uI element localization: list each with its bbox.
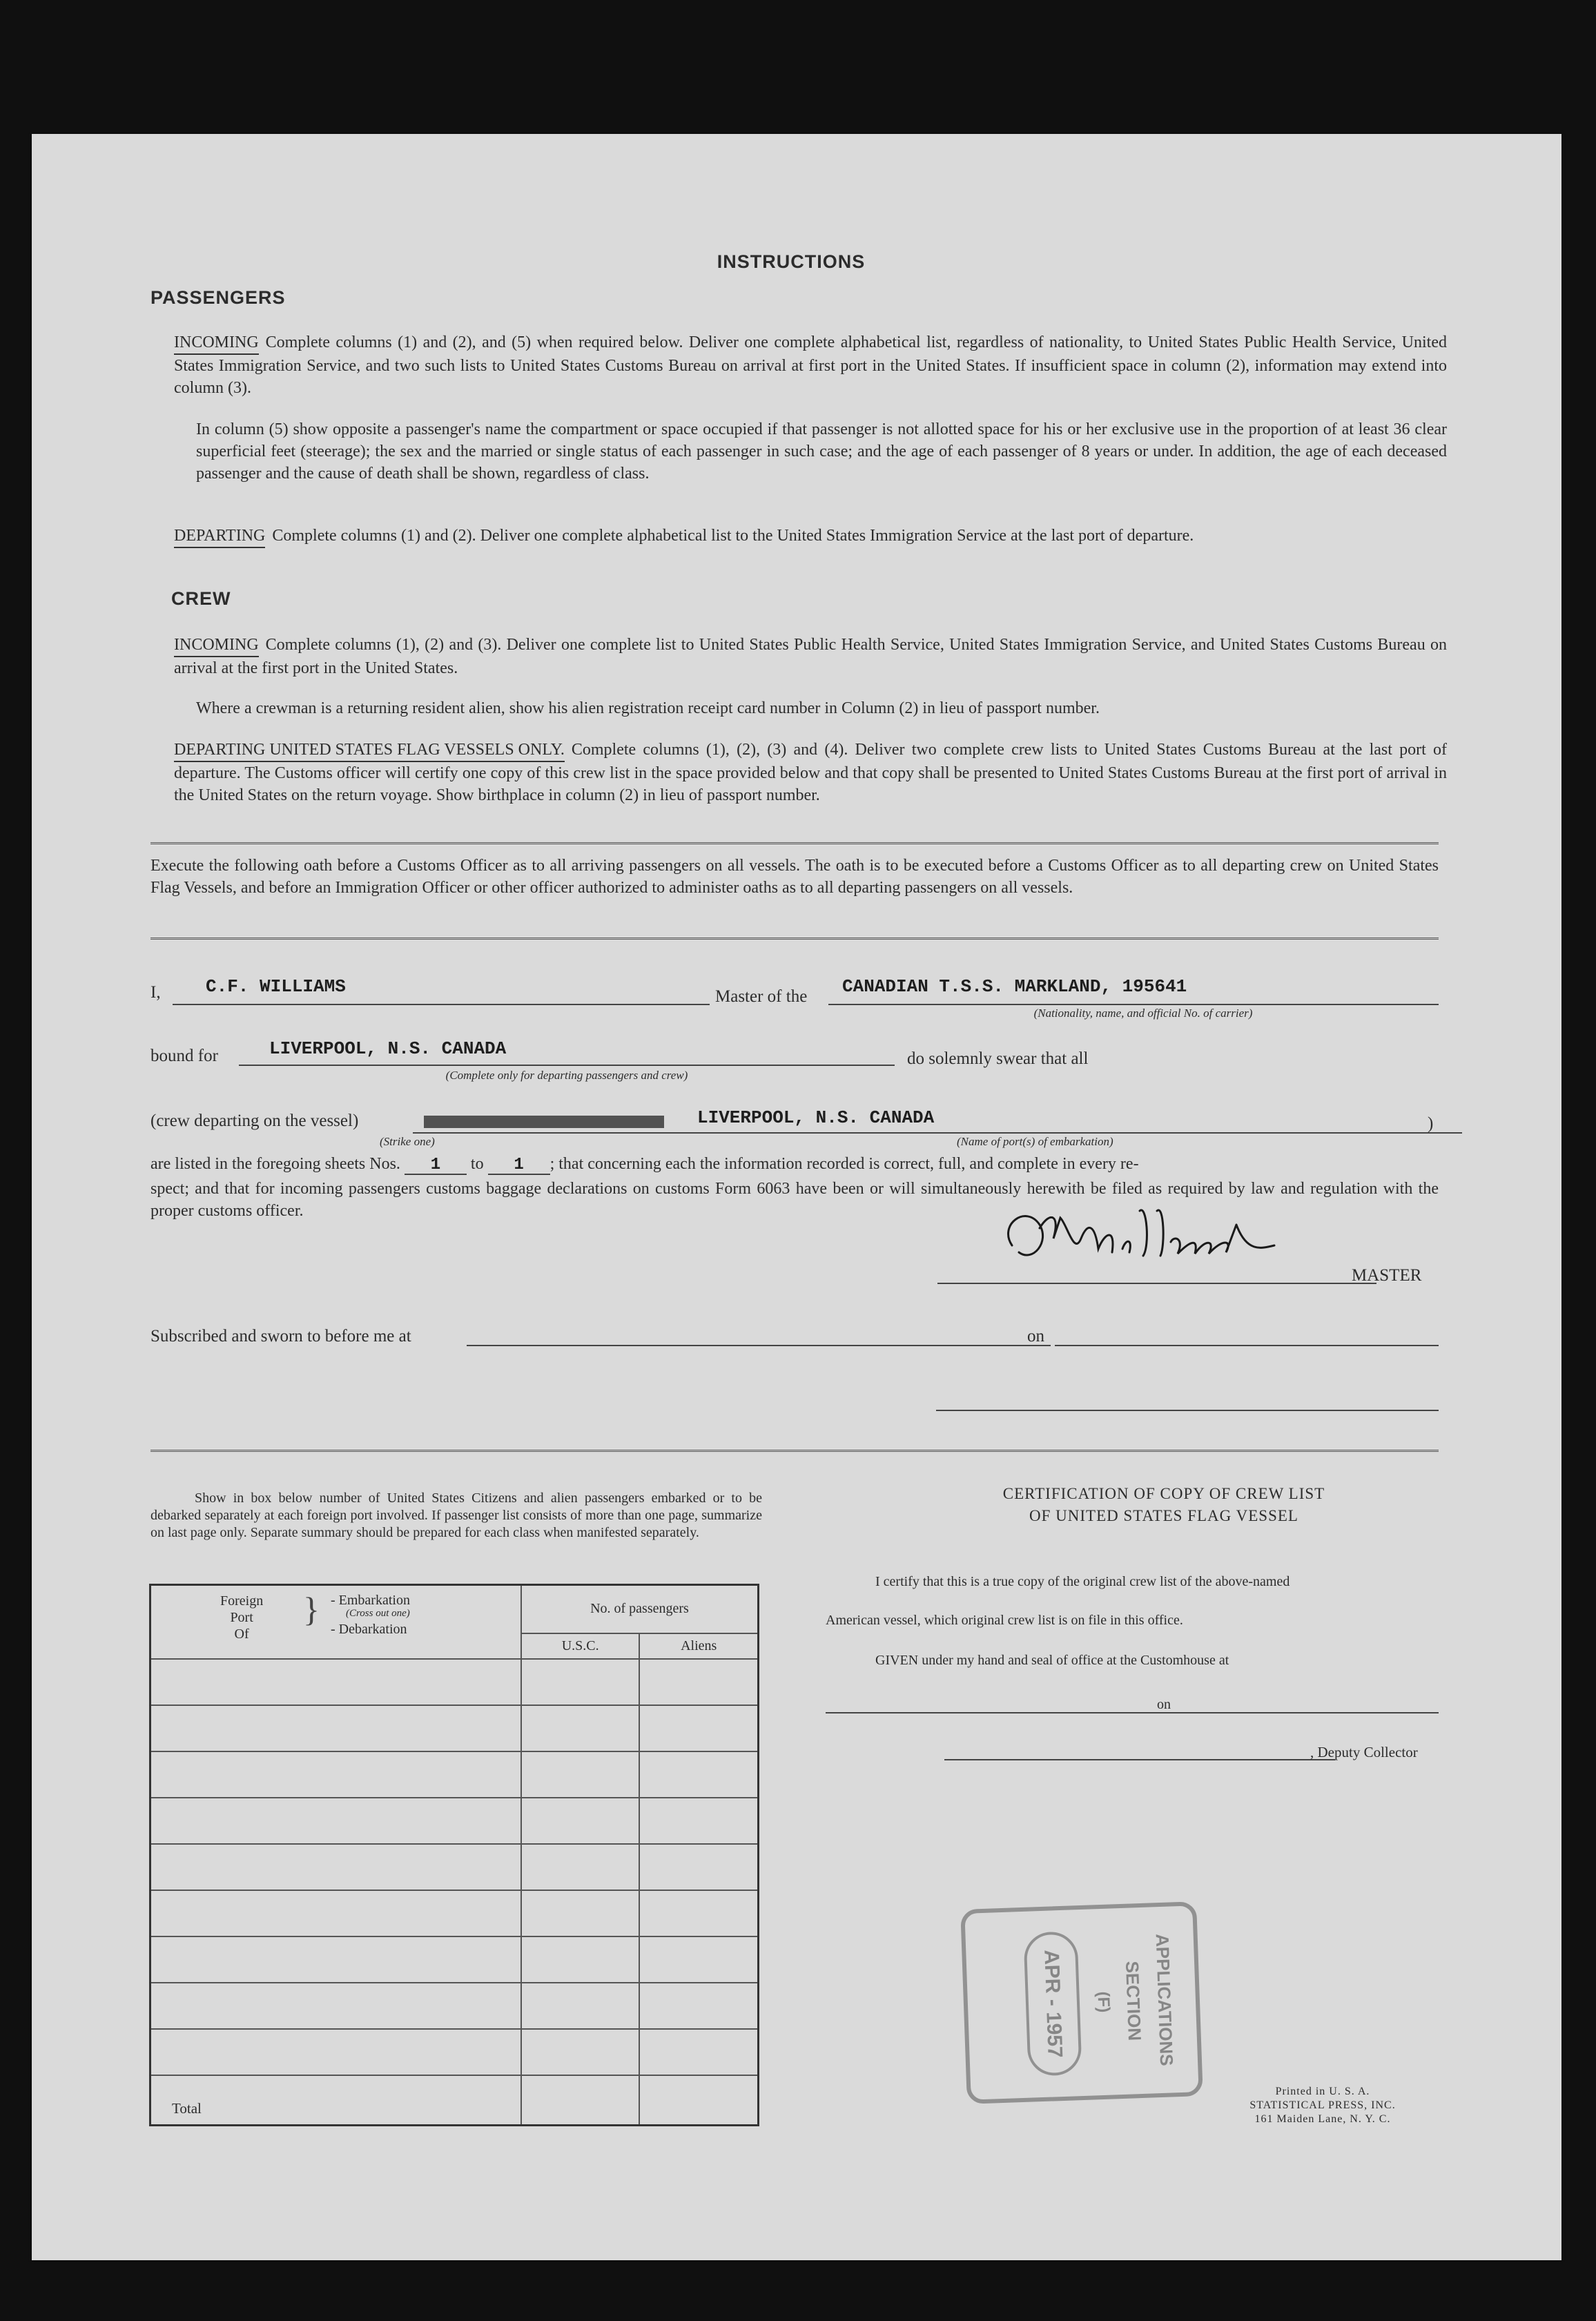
crew-departing-label: DEPARTING UNITED STATES FLAG VESSELS ONLY.	[174, 739, 565, 762]
aliens-cell[interactable]	[639, 1890, 758, 1936]
passengers-incoming-label: INCOMING	[174, 331, 259, 355]
signature-line	[937, 1283, 1376, 1284]
oath-i-label: I,	[150, 983, 161, 1002]
table-row	[150, 1890, 759, 1936]
debarkation-label: - Debarkation	[331, 1622, 407, 1637]
crew-alien-note: Where a crewman is a returning resident alien, show his alien registration receipt card number in Column (2) in lieu of passport number.	[196, 699, 1100, 717]
usc-cell[interactable]	[521, 2029, 640, 2075]
port-cell[interactable]	[150, 1844, 521, 1890]
passengers-incoming-text: Complete columns (1) and (2), and (5) when required below. Deliver one complete alphabetical list, regardless of nationality, to United States Public Health Service, United States Immigration Service, and two such lists to United States Customs Bureau on arrival at first port in the United States. If insufficient space in column (2), information may extend into column (3).	[174, 333, 1447, 397]
crew-incoming-text: Complete columns (1), (2) and (3). Deliver one complete list to United States Public Health Service, United States Immigration Service, and United States Customs Bureau on arrival at the first port in the United States.	[174, 636, 1447, 677]
subscribed-place-line	[467, 1345, 1051, 1346]
struck-out-text	[424, 1116, 664, 1128]
bound-line	[239, 1065, 895, 1066]
aliens-header: Aliens	[639, 1633, 758, 1659]
statement-b: spect; and that for incoming passengers customs baggage declarations on customs Form 6063 have been or will simultaneously herewith be filed as required by law and regulation with the proper customs officer.	[150, 1180, 1439, 1220]
port-cell[interactable]	[150, 1659, 521, 1705]
stamp-line1: APPLICATIONS	[1151, 1933, 1178, 2067]
certification-title-line2: OF UNITED STATES FLAG VESSEL	[1029, 1507, 1298, 1524]
vessel-caption: (Nationality, name, and official No. of carrier)	[1033, 1007, 1253, 1020]
received-stamp	[960, 1901, 1203, 2104]
usc-cell[interactable]	[521, 1983, 640, 2029]
printer-line1: Printed in U. S. A.	[1275, 2086, 1370, 2097]
statement-a: ; that concerning each the information recorded is correct, full, and complete in every re-	[549, 1155, 1139, 1173]
master-name-line	[173, 1004, 710, 1005]
master-name[interactable]: C.F. WILLIAMS	[206, 976, 346, 997]
port-caption: (Name of port(s) of embarkation)	[957, 1135, 1113, 1148]
divider	[150, 1450, 1439, 1452]
certification-on-label: on	[1157, 1697, 1171, 1712]
usc-cell[interactable]	[521, 1936, 640, 1983]
subscribed-date-line	[1055, 1345, 1439, 1346]
total-row	[150, 2075, 759, 2126]
crew-departing-text: Complete columns (1), (2), (3) and (4). Deliver two complete crew lists to United States Customs Bureau at the last port of departure. The Customs officer will certify one copy of this crew list in the space provided below and that copy shall be presented to United States Customs Bureau at the first port of arrival in the United States on the return voyage. Show birthplace in column (2) in lieu of passport number.	[174, 741, 1447, 804]
port-line	[413, 1132, 1462, 1134]
aliens-cell[interactable]	[639, 1659, 758, 1705]
listed-label: are listed in the foregoing sheets Nos.	[150, 1155, 400, 1173]
master-signature	[984, 1197, 1330, 1280]
summary-instruction: Show in box below number of United States Citizens and alien passengers embarked or to be debarked separately at each foreign port involved. If passenger list consists of more than one page, summarize on last page only. Separate summary should be prepared for each class when manifested separately.	[150, 1490, 762, 1540]
crew-departing	[174, 739, 1447, 806]
aliens-cell[interactable]	[639, 1983, 758, 2029]
passengers-incoming	[174, 331, 1447, 399]
form-sheet	[32, 134, 1561, 2260]
usc-total-cell[interactable]	[521, 2075, 640, 2126]
total-label: Total	[150, 2075, 521, 2126]
certification-text-2: American vessel, which original crew list is on file in this office.	[826, 1613, 1183, 1628]
swear-label: do solemnly swear that all	[907, 1049, 1089, 1068]
crew-incoming-label: INCOMING	[174, 634, 259, 657]
vessel-name[interactable]: CANADIAN T.S.S. MARKLAND, 195641	[842, 976, 1187, 997]
certification-date-line	[1180, 1712, 1439, 1713]
sheet-from[interactable]: 1	[405, 1157, 467, 1175]
certification-given: GIVEN under my hand and seal of office at the Customhouse at	[875, 1653, 1229, 1668]
certification-title	[853, 1483, 1475, 1527]
master-of-label: Master of the	[715, 987, 808, 1006]
passengers-departing-text: Complete columns (1) and (2). Deliver one complete alphabetical list to the United States Immigration Service at the last port of departure.	[272, 527, 1194, 545]
printer-line2: STATISTICAL PRESS, INC.	[1249, 2099, 1396, 2111]
table-row	[150, 1659, 759, 1705]
crew-heading: CREW	[171, 588, 231, 609]
table-row	[150, 1983, 759, 2029]
certification-text-1: I certify that this is a true copy of the original crew list of the above-named	[875, 1574, 1290, 1589]
master-label: MASTER	[1352, 1266, 1422, 1285]
divider	[150, 842, 1439, 844]
usc-cell[interactable]	[521, 1659, 640, 1705]
table-row	[150, 1844, 759, 1890]
foreign-port-header	[150, 1585, 521, 1660]
usc-header: U.S.C.	[521, 1633, 640, 1659]
usc-cell[interactable]	[521, 1844, 640, 1890]
printer-imprint	[1198, 2085, 1447, 2126]
oath-intro: Execute the following oath before a Customs Officer as to all arriving passengers on all vessels. The oath is to be executed before a Customs Officer as to all departing crew on United States Flag Vessels, and before an Immigration Officer or other officer authorized to administer oaths as to all departing passengers on all vessels.	[150, 857, 1439, 897]
stamp-date: APR - 1957	[1023, 1931, 1082, 2077]
usc-cell[interactable]	[521, 1751, 640, 1798]
strike-caption: (Strike one)	[380, 1135, 435, 1148]
close-paren: )	[1428, 1114, 1434, 1133]
port-cell[interactable]	[150, 2029, 521, 2075]
passengers-heading: PASSENGERS	[150, 287, 286, 308]
passenger-summary-table	[149, 1584, 759, 2126]
divider	[150, 938, 1439, 940]
usc-cell[interactable]	[521, 1890, 640, 1936]
bound-value[interactable]: LIVERPOOL, N.S. CANADA	[269, 1038, 507, 1059]
passengers-count-header: No. of passengers	[521, 1585, 759, 1633]
aliens-cell[interactable]	[639, 2029, 758, 2075]
table-row	[150, 1798, 759, 1844]
sheets-line	[150, 1153, 1439, 1175]
bound-caption: (Complete only for departing passengers and crew)	[445, 1069, 688, 1082]
usc-cell[interactable]	[521, 1705, 640, 1751]
customhouse-line	[826, 1712, 1185, 1713]
cross-out-caption: (Cross out one)	[346, 1608, 410, 1619]
port-cell[interactable]	[150, 1983, 521, 2029]
crew-incoming	[174, 634, 1447, 679]
passengers-departing-label: DEPARTING	[174, 525, 265, 548]
vessel-line	[828, 1004, 1439, 1005]
aliens-cell[interactable]	[639, 1798, 758, 1844]
aliens-total-cell[interactable]	[639, 2075, 758, 2126]
passengers-column5: In column (5) show opposite a passenger's name the compartment or space occupied if that passenger is not allotted space for his or her exclusive use in the proportion of at least 36 clear superficial feet (steerage); the sex and the married or single status of each passenger in such case; and the age of each passenger of 8 years or under. In addition, the age of each deceased passenger and the cause of death shall be shown, regardless of class.	[196, 420, 1447, 483]
brace: }	[303, 1590, 320, 1629]
table-row	[150, 2029, 759, 2075]
stamp-line3: (F)	[1093, 1991, 1113, 2013]
foreign-port-label: Foreign Port Of	[220, 1593, 264, 1642]
table-row	[150, 1936, 759, 1983]
port-cell[interactable]	[150, 1890, 521, 1936]
page-title: INSTRUCTIONS	[717, 251, 866, 272]
aliens-cell[interactable]	[639, 1705, 758, 1751]
sheet-to[interactable]: 1	[488, 1157, 550, 1175]
stamp-line2: SECTION	[1121, 1961, 1145, 2041]
certification-title-line1: CERTIFICATION OF COPY OF CREW LIST	[1002, 1485, 1325, 1502]
port-cell[interactable]	[150, 1936, 521, 1983]
to-label: to	[470, 1155, 484, 1173]
usc-cell[interactable]	[521, 1798, 640, 1844]
bound-label: bound for	[150, 1047, 218, 1065]
embarkation-label: - Embarkation	[331, 1593, 410, 1608]
port-cell[interactable]	[150, 1751, 521, 1798]
deputy-signature-line	[944, 1759, 1335, 1760]
officer-signature-line	[936, 1410, 1439, 1411]
printer-line3: 161 Maiden Lane, N. Y. C.	[1254, 2113, 1391, 2125]
subscribed-label: Subscribed and sworn to before me at	[150, 1327, 411, 1346]
aliens-cell[interactable]	[639, 1936, 758, 1983]
table-row	[150, 1705, 759, 1751]
port-cell[interactable]	[150, 1798, 521, 1844]
aliens-cell[interactable]	[639, 1844, 758, 1890]
passengers-departing	[174, 525, 1447, 548]
crew-departing-label: (crew departing on the vessel)	[150, 1111, 359, 1130]
table-row	[150, 1751, 759, 1798]
port-value[interactable]: LIVERPOOL, N.S. CANADA	[697, 1107, 935, 1128]
subscribed-on-label: on	[1027, 1327, 1044, 1346]
aliens-cell[interactable]	[639, 1751, 758, 1798]
deputy-label: , Deputy Collector	[1310, 1744, 1418, 1760]
port-cell[interactable]	[150, 1705, 521, 1751]
